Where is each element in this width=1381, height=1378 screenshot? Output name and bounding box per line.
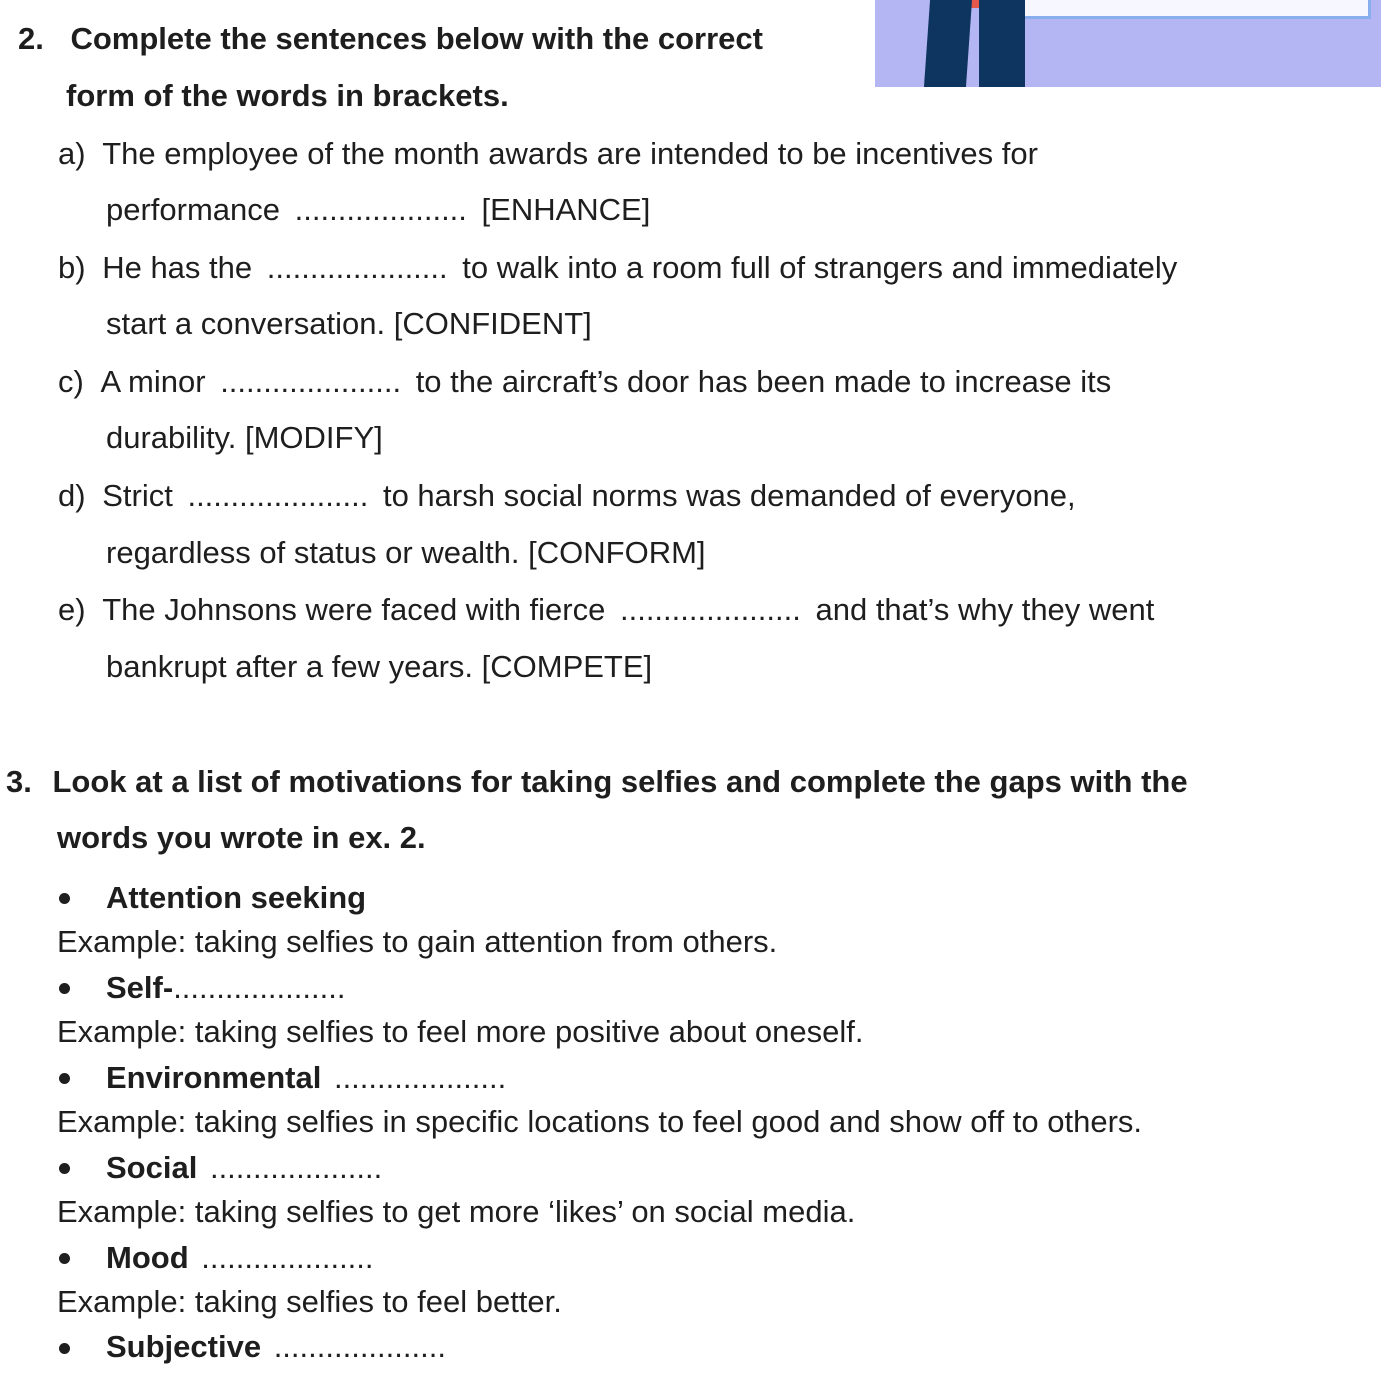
bullet-icon bbox=[59, 1073, 70, 1084]
leg-shape bbox=[924, 0, 972, 87]
bullet-icon bbox=[59, 1343, 70, 1354]
ex2-instruction-line1: Complete the sentences below with the correct bbox=[70, 21, 763, 56]
board-shape bbox=[1010, 0, 1371, 19]
ex2-item-c bbox=[58, 362, 1111, 402]
item-text-after: to harsh social norms was demanded of everyone, bbox=[382, 478, 1076, 513]
item-text-after: to walk into a room full of strangers and immediately bbox=[462, 250, 1178, 285]
motivation-label: Attention seeking bbox=[106, 880, 367, 915]
motivation-label: Self-.................... bbox=[106, 968, 345, 1008]
motivation-label: Mood .................... bbox=[106, 1238, 374, 1278]
answer-gap[interactable]: .................... bbox=[173, 970, 346, 1005]
bullet-icon bbox=[59, 893, 70, 904]
ex2-item-e-line2: bankrupt after a few years. [COMPETE] bbox=[106, 649, 653, 684]
ex3-instruction-line1: Look at a list of motivations for taking selfies and complete the gaps with the bbox=[52, 764, 1188, 799]
leg-shape bbox=[979, 0, 1025, 87]
ex2-item-e bbox=[58, 590, 1154, 630]
item-letter: c) bbox=[58, 364, 84, 399]
ex2-heading bbox=[18, 19, 763, 59]
ex2-item-c-line2: durability. [MODIFY] bbox=[106, 420, 383, 455]
answer-gap[interactable]: ..................... bbox=[187, 478, 369, 513]
motivation-example: Example: taking selfies to get more ‘likes’ on social media. bbox=[57, 1194, 856, 1229]
answer-gap[interactable]: .................... bbox=[201, 1240, 374, 1275]
ex3-instruction-line2: words you wrote in ex. 2. bbox=[57, 820, 426, 855]
answer-gap[interactable]: ..................... bbox=[220, 364, 402, 399]
ex2-item-d bbox=[58, 476, 1076, 516]
motivation-example: Example: taking selfies to feel better. bbox=[57, 1284, 562, 1319]
item-text-after: [ENHANCE] bbox=[481, 192, 651, 227]
ex2-number: 2. bbox=[18, 21, 44, 56]
answer-gap[interactable]: ..................... bbox=[619, 592, 801, 627]
answer-gap[interactable]: .................... bbox=[209, 1150, 383, 1185]
item-letter: e) bbox=[58, 592, 86, 627]
ex2-item-d-line2: regardless of status or wealth. [CONFORM] bbox=[106, 535, 706, 570]
ex2-item-a-line2 bbox=[106, 190, 650, 230]
answer-gap[interactable]: .................... bbox=[273, 1329, 446, 1364]
illustration bbox=[875, 0, 1381, 87]
answer-gap[interactable]: .................... bbox=[294, 192, 467, 227]
ex3-number: 3. bbox=[6, 764, 32, 799]
ex2-item-b-line2: start a conversation. [CONFIDENT] bbox=[106, 306, 592, 341]
motivation-example: Example: taking selfies to feel more positive about oneself. bbox=[57, 1014, 864, 1049]
item-text-after: to the aircraft’s door has been made to increase its bbox=[415, 364, 1112, 399]
bullet-icon bbox=[59, 1253, 70, 1264]
motivation-label: Social .................... bbox=[106, 1148, 382, 1188]
item-text-before: A minor bbox=[100, 364, 206, 399]
item-text: The employee of the month awards are intended to be incentives for bbox=[102, 136, 1038, 171]
motivation-example: Example: taking selfies to gain attention from others. bbox=[57, 924, 778, 959]
item-text-before: performance bbox=[106, 192, 281, 227]
ex2-item-a bbox=[58, 134, 1038, 174]
item-text-before: He has the bbox=[102, 250, 253, 285]
ex3-heading bbox=[6, 762, 1188, 802]
motivation-label: Subjective .................... bbox=[106, 1327, 446, 1367]
answer-gap[interactable]: .................... bbox=[333, 1060, 507, 1095]
answer-gap[interactable]: ..................... bbox=[266, 250, 448, 285]
ex2-item-b bbox=[58, 248, 1177, 288]
item-text-before: Strict bbox=[102, 478, 173, 513]
item-text-after: and that’s why they went bbox=[815, 592, 1155, 627]
item-letter: d) bbox=[58, 478, 86, 513]
bullet-icon bbox=[59, 1163, 70, 1174]
item-letter: a) bbox=[58, 136, 86, 171]
item-letter: b) bbox=[58, 250, 86, 285]
ex2-instruction-line2: form of the words in brackets. bbox=[66, 78, 509, 113]
item-text-before: The Johnsons were faced with fierce bbox=[102, 592, 606, 627]
bullet-icon bbox=[59, 983, 70, 994]
motivation-label: Environmental .................... bbox=[106, 1058, 506, 1098]
motivation-example: Example: taking selfies in specific locations to feel good and show off to others. bbox=[57, 1104, 1143, 1139]
